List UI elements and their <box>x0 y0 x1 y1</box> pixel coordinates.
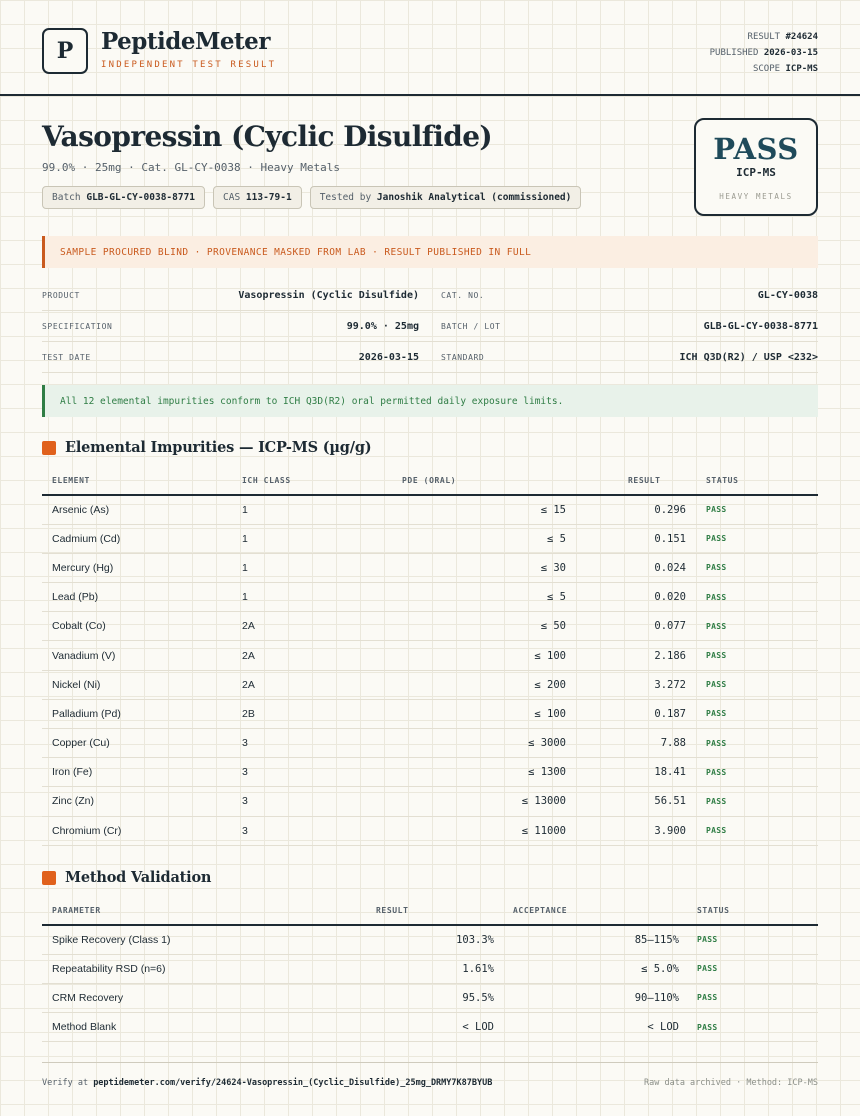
element-name: Copper (Cu) <box>42 729 242 758</box>
acceptance-criteria: 90–110% <box>494 983 679 1012</box>
brand-name: PeptideMeter <box>101 28 270 55</box>
chip-cas <box>213 186 302 209</box>
fact-test-date <box>42 352 419 363</box>
element-name: Cobalt (Co) <box>42 612 242 641</box>
parameter-name: Spike Recovery (Class 1) <box>42 925 342 954</box>
element-name: Lead (Pb) <box>42 583 242 612</box>
pde-limit: ≤ 100 <box>362 641 566 670</box>
fact-label: BATCH / LOT <box>441 321 501 331</box>
status-badge: PASS <box>679 954 818 983</box>
verify-link[interactable]: peptidemeter.com/verify/24624-Vasopressin_(Cyclic_Disulfide)_25mg_DRMY7K87BYUB <box>93 1078 493 1088</box>
conformance-banner: All 12 elemental impurities conform to ICH Q3D(R2) oral permitted daily exposure limits. <box>42 385 818 417</box>
pde-limit: ≤ 11000 <box>362 816 566 845</box>
acceptance-criteria: < LOD <box>494 1013 679 1042</box>
footer-archive-note: Raw data archived · Method: ICP-MS <box>644 1078 818 1088</box>
product-title: Vasopressin (Cyclic Disulfide) <box>42 120 493 153</box>
col-element: ELEMENT <box>42 466 242 495</box>
impurities-table <box>42 466 818 846</box>
ich-class: 1 <box>242 495 362 524</box>
result-value: 3.272 <box>566 670 688 699</box>
col-result: RESULT <box>566 466 688 495</box>
ich-class: 3 <box>242 729 362 758</box>
meta-published <box>710 45 818 61</box>
impurities-title: Elemental Impurities — ICP-MS (µg/g) <box>65 439 372 456</box>
chip-batch-label: Batch <box>52 192 81 203</box>
validation-section-title <box>42 869 211 886</box>
status-badge: PASS <box>688 612 818 641</box>
result-value: 0.020 <box>566 583 688 612</box>
impurities-header-row <box>42 466 818 495</box>
fact-label: PRODUCT <box>42 290 80 300</box>
col-acceptance: ACCEPTANCE <box>494 896 679 925</box>
validation-table <box>42 896 818 1042</box>
procurement-notice: SAMPLE PROCURED BLIND · PROVENANCE MASKED FROM LAB · RESULT PUBLISHED IN FULL <box>42 236 818 268</box>
validation-result: 95.5% <box>342 983 494 1012</box>
facts-grid <box>42 280 818 373</box>
meta-scope <box>710 61 818 77</box>
acceptance-criteria: 85–115% <box>494 925 679 954</box>
chip-batch <box>42 186 205 209</box>
section-marker-icon <box>42 441 56 455</box>
ich-class: 1 <box>242 524 362 553</box>
ich-class: 3 <box>242 816 362 845</box>
chip-tested-label: Tested by <box>319 192 372 203</box>
col-pde: PDE (ORAL) <box>362 466 566 495</box>
stamp-method: ICP-MS <box>736 166 776 179</box>
verify-text <box>42 1078 492 1088</box>
fact-batch-lot <box>441 321 818 332</box>
result-value: 0.296 <box>566 495 688 524</box>
impurity-row <box>42 641 818 670</box>
result-value: 0.077 <box>566 612 688 641</box>
pde-limit: ≤ 15 <box>362 495 566 524</box>
validation-row <box>42 925 818 954</box>
verify-prefix: Verify at <box>42 1078 89 1088</box>
parameter-name: Repeatability RSD (n=6) <box>42 954 342 983</box>
result-value: 2.186 <box>566 641 688 670</box>
ich-class: 2A <box>242 670 362 699</box>
pde-limit: ≤ 1300 <box>362 758 566 787</box>
stamp-verdict: PASS <box>713 132 799 166</box>
element-name: Nickel (Ni) <box>42 670 242 699</box>
impurity-row <box>42 553 818 582</box>
meta-result-label: RESULT <box>747 32 781 42</box>
fact-value: GL-CY-0038 <box>757 289 818 301</box>
fact-label: SPECIFICATION <box>42 321 113 331</box>
status-badge: PASS <box>688 758 818 787</box>
impurity-row <box>42 787 818 816</box>
pde-limit: ≤ 5 <box>362 524 566 553</box>
brand-logo <box>42 28 88 74</box>
acceptance-criteria: ≤ 5.0% <box>494 954 679 983</box>
pde-limit: ≤ 200 <box>362 670 566 699</box>
status-badge: PASS <box>688 670 818 699</box>
logo-letter: P <box>56 38 74 64</box>
status-badge: PASS <box>679 983 818 1012</box>
status-badge: PASS <box>688 787 818 816</box>
pde-limit: ≤ 5 <box>362 583 566 612</box>
fact-label: STANDARD <box>441 352 485 362</box>
result-value: 3.900 <box>566 816 688 845</box>
validation-result: < LOD <box>342 1013 494 1042</box>
fact-cat-no <box>441 290 818 301</box>
status-badge: PASS <box>688 729 818 758</box>
meta-result-value: #24624 <box>785 32 818 42</box>
fact-specification <box>42 321 419 332</box>
pde-limit: ≤ 30 <box>362 553 566 582</box>
stamp-scope: HEAVY METALS <box>719 192 793 201</box>
col-val-result: RESULT <box>342 896 494 925</box>
product-subtitle: 99.0% · 25mg · Cat. GL-CY-0038 · Heavy Metals <box>42 161 341 174</box>
pde-limit: ≤ 50 <box>362 612 566 641</box>
meta-published-value: 2026-03-15 <box>763 48 818 58</box>
impurity-row <box>42 583 818 612</box>
status-badge: PASS <box>688 699 818 728</box>
element-name: Vanadium (V) <box>42 641 242 670</box>
validation-result: 103.3% <box>342 925 494 954</box>
validation-result: 1.61% <box>342 954 494 983</box>
element-name: Chromium (Cr) <box>42 816 242 845</box>
fact-row <box>42 342 818 373</box>
impurity-row <box>42 524 818 553</box>
fact-row <box>42 280 818 311</box>
fact-value: Vasopressin (Cyclic Disulfide) <box>238 289 419 301</box>
fact-label: CAT. NO. <box>441 290 485 300</box>
impurity-row <box>42 758 818 787</box>
status-badge: PASS <box>679 1013 818 1042</box>
validation-row <box>42 983 818 1012</box>
result-value: 0.151 <box>566 524 688 553</box>
pde-limit: ≤ 100 <box>362 699 566 728</box>
status-badge: PASS <box>688 641 818 670</box>
fact-product <box>42 290 419 301</box>
element-name: Zinc (Zn) <box>42 787 242 816</box>
element-name: Cadmium (Cd) <box>42 524 242 553</box>
status-badge: PASS <box>688 495 818 524</box>
chip-cas-label: CAS <box>223 192 241 203</box>
pass-stamp <box>694 118 818 216</box>
product-chips <box>42 186 581 209</box>
ich-class: 1 <box>242 553 362 582</box>
impurities-section-title <box>42 439 371 456</box>
validation-row <box>42 954 818 983</box>
element-name: Iron (Fe) <box>42 758 242 787</box>
impurity-row <box>42 816 818 845</box>
brand-tagline: INDEPENDENT TEST RESULT <box>101 60 277 70</box>
parameter-name: Method Blank <box>42 1013 342 1042</box>
report-meta <box>710 29 818 77</box>
meta-scope-value: ICP-MS <box>785 64 818 74</box>
chip-cas-value: 113-79-1 <box>245 192 292 203</box>
impurities-body <box>42 495 818 845</box>
validation-row <box>42 1013 818 1042</box>
chip-batch-value: GLB-GL-CY-0038-8771 <box>86 192 196 203</box>
ich-class: 1 <box>242 583 362 612</box>
fact-value: GLB-GL-CY-0038-8771 <box>703 320 818 332</box>
fact-label: TEST DATE <box>42 352 91 362</box>
validation-body <box>42 925 818 1042</box>
report-header <box>0 0 860 96</box>
meta-result <box>710 29 818 45</box>
fact-value: ICH Q3D(R2) / USP <232> <box>679 351 818 363</box>
ich-class: 3 <box>242 787 362 816</box>
result-value: 0.024 <box>566 553 688 582</box>
meta-scope-label: SCOPE <box>752 64 781 74</box>
ich-class: 2A <box>242 641 362 670</box>
ich-class: 2B <box>242 699 362 728</box>
impurity-row <box>42 495 818 524</box>
validation-title: Method Validation <box>65 869 212 886</box>
result-value: 0.187 <box>566 699 688 728</box>
impurity-row <box>42 699 818 728</box>
col-ich-class: ICH CLASS <box>242 466 362 495</box>
footer-divider <box>42 1062 818 1063</box>
result-value: 18.41 <box>566 758 688 787</box>
col-val-status: STATUS <box>679 896 818 925</box>
ich-class: 2A <box>242 612 362 641</box>
col-status: STATUS <box>688 466 818 495</box>
pde-limit: ≤ 3000 <box>362 729 566 758</box>
status-badge: PASS <box>688 816 818 845</box>
impurity-row <box>42 670 818 699</box>
status-badge: PASS <box>688 583 818 612</box>
ich-class: 3 <box>242 758 362 787</box>
chip-tested-by <box>310 186 582 209</box>
fact-value: 2026-03-15 <box>358 351 419 363</box>
fact-row <box>42 311 818 342</box>
section-marker-icon <box>42 871 56 885</box>
result-value: 7.88 <box>566 729 688 758</box>
impurity-row <box>42 612 818 641</box>
pde-limit: ≤ 13000 <box>362 787 566 816</box>
meta-published-label: PUBLISHED <box>709 48 759 58</box>
fact-standard <box>441 352 818 363</box>
status-badge: PASS <box>688 553 818 582</box>
validation-header-row <box>42 896 818 925</box>
status-badge: PASS <box>679 925 818 954</box>
status-badge: PASS <box>688 524 818 553</box>
parameter-name: CRM Recovery <box>42 983 342 1012</box>
result-value: 56.51 <box>566 787 688 816</box>
element-name: Palladium (Pd) <box>42 699 242 728</box>
element-name: Mercury (Hg) <box>42 553 242 582</box>
chip-tested-value: Janoshik Analytical (commissioned) <box>376 192 572 203</box>
impurity-row <box>42 729 818 758</box>
fact-value: 99.0% · 25mg <box>346 320 419 332</box>
element-name: Arsenic (As) <box>42 495 242 524</box>
col-parameter: PARAMETER <box>42 896 342 925</box>
